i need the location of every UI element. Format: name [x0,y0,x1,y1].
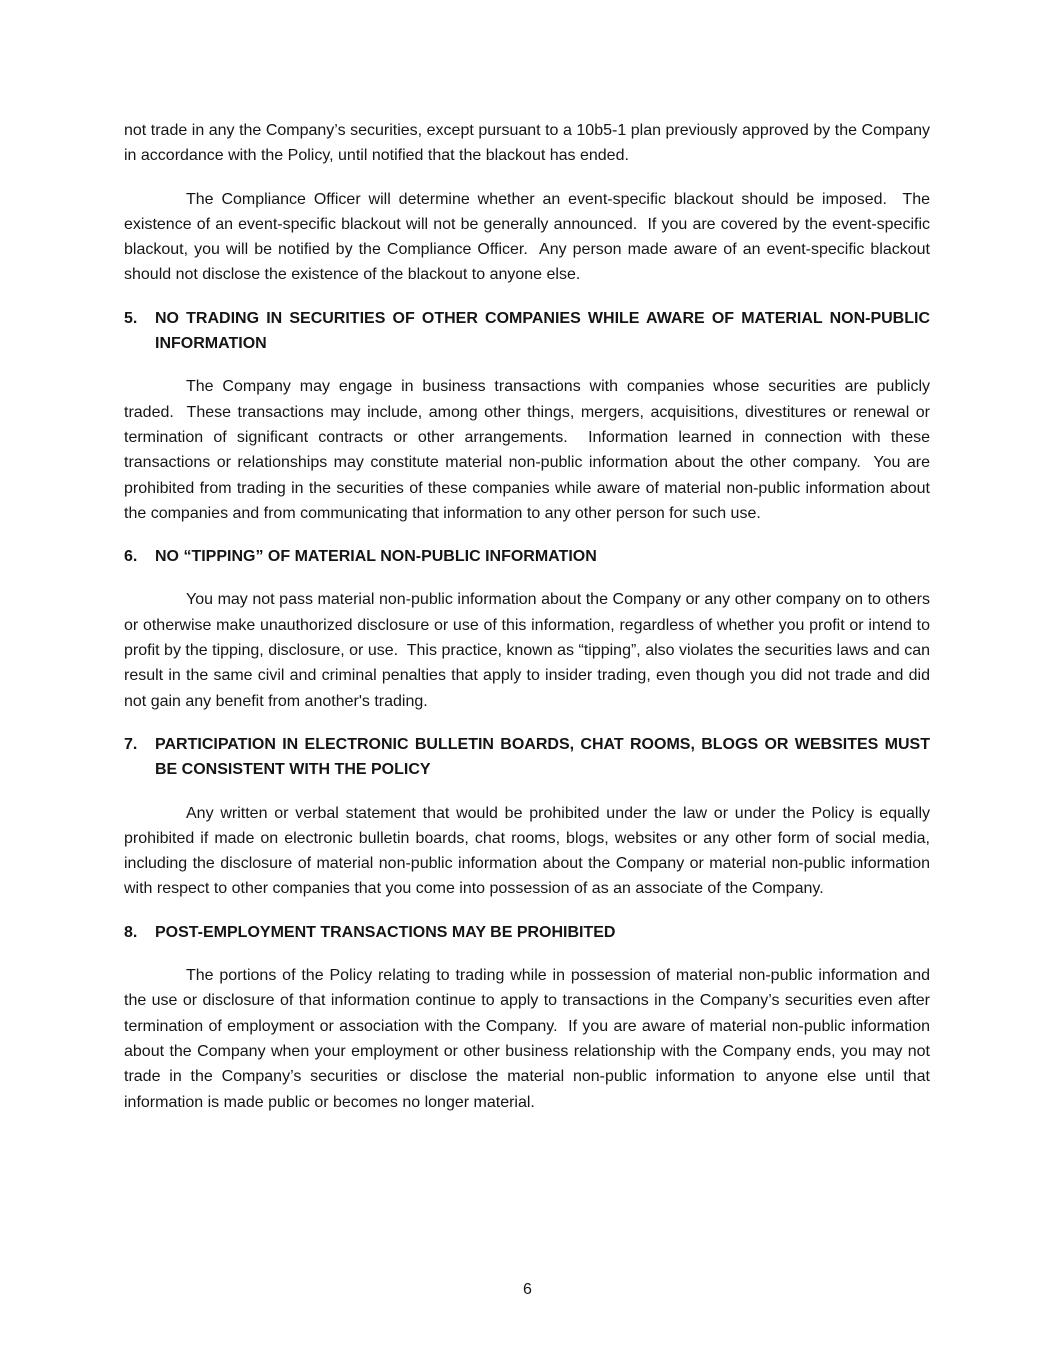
section-heading [124,920,930,945]
section-number: 8. [124,923,138,941]
section-number: 5. [124,309,138,327]
section-heading [124,544,930,569]
paragraph: Any written or verbal statement that would be prohibited under the law or under the Policy is equally prohibited if made on electronic bulletin boards, chat rooms, blogs, websites or any other form of social media, including the disclosure of material non-public information about the Company or material non-public information with respect to other companies that you come into possession of as an associate of the Company. [124,804,930,898]
paragraph: not trade in any the Company’s securities, except pursuant to a 10b5-1 plan previously approved by the Company in accordance with the Policy, until notified that the blackout has ended. [124,122,930,165]
page-number: 6 [523,1281,532,1298]
section-title: POST-EMPLOYMENT TRANSACTIONS MAY BE PROHIBITED [155,923,616,941]
section-number: 7. [124,735,138,753]
section-heading [124,306,930,357]
paragraph: The portions of the Policy relating to trading while in possession of material non-public information and the use or disclosure of that information continue to apply to transactions in the Company’s securities even after termination of employment or association with the Company. If you are aware of material non-public information about the Company when your employment or other business relationship with the Company ends, you may not trade in the Company’s securities or disclose the material non-public information to anyone else until that information is made public or becomes no longer material. [124,967,930,1111]
section-title: NO TRADING IN SECURITIES OF OTHER COMPANIES WHILE AWARE OF MATERIAL NON-PUBLIC INFORMATION [155,309,930,353]
section-heading [124,732,930,783]
paragraph: The Company may engage in business transactions with companies whose securities are publicly traded. These transactions may include, among other things, mergers, acquisitions, divestitures or renewal or termination of significant contracts or other arrangements. Information learned in connection with these transactions or relationships may constitute material non-public information about the other company. You are prohibited from trading in the securities of these companies while aware of material non-public information about the companies and from communicating that information to any other person for such use. [124,378,930,522]
section-title: NO “TIPPING” OF MATERIAL NON-PUBLIC INFORMATION [155,548,597,566]
document-content [124,118,930,1133]
section-number: 6. [124,548,138,566]
section-title: PARTICIPATION IN ELECTRONIC BULLETIN BOARDS, CHAT ROOMS, BLOGS OR WEBSITES MUST BE CONSISTENT WITH THE POLICY [155,735,930,779]
paragraph: The Compliance Officer will determine whether an event-specific blackout should be imposed. The existence of an event-specific blackout will not be generally announced. If you are covered by the event-specific blackout, you will be notified by the Compliance Officer. Any person made aware of an event-specific blackout should not disclose the existence of the blackout to anyone else. [124,190,930,284]
paragraph: You may not pass material non-public information about the Company or any other company on to others or otherwise make unauthorized disclosure or use of this information, regardless of whether you profit or intend to profit by the tipping, disclosure, or use. This practice, known as “tipping”, also violates the securities laws and can result in the same civil and criminal penalties that apply to insider trading, even though you did not trade and did not gain any benefit from another's trading. [124,591,930,710]
